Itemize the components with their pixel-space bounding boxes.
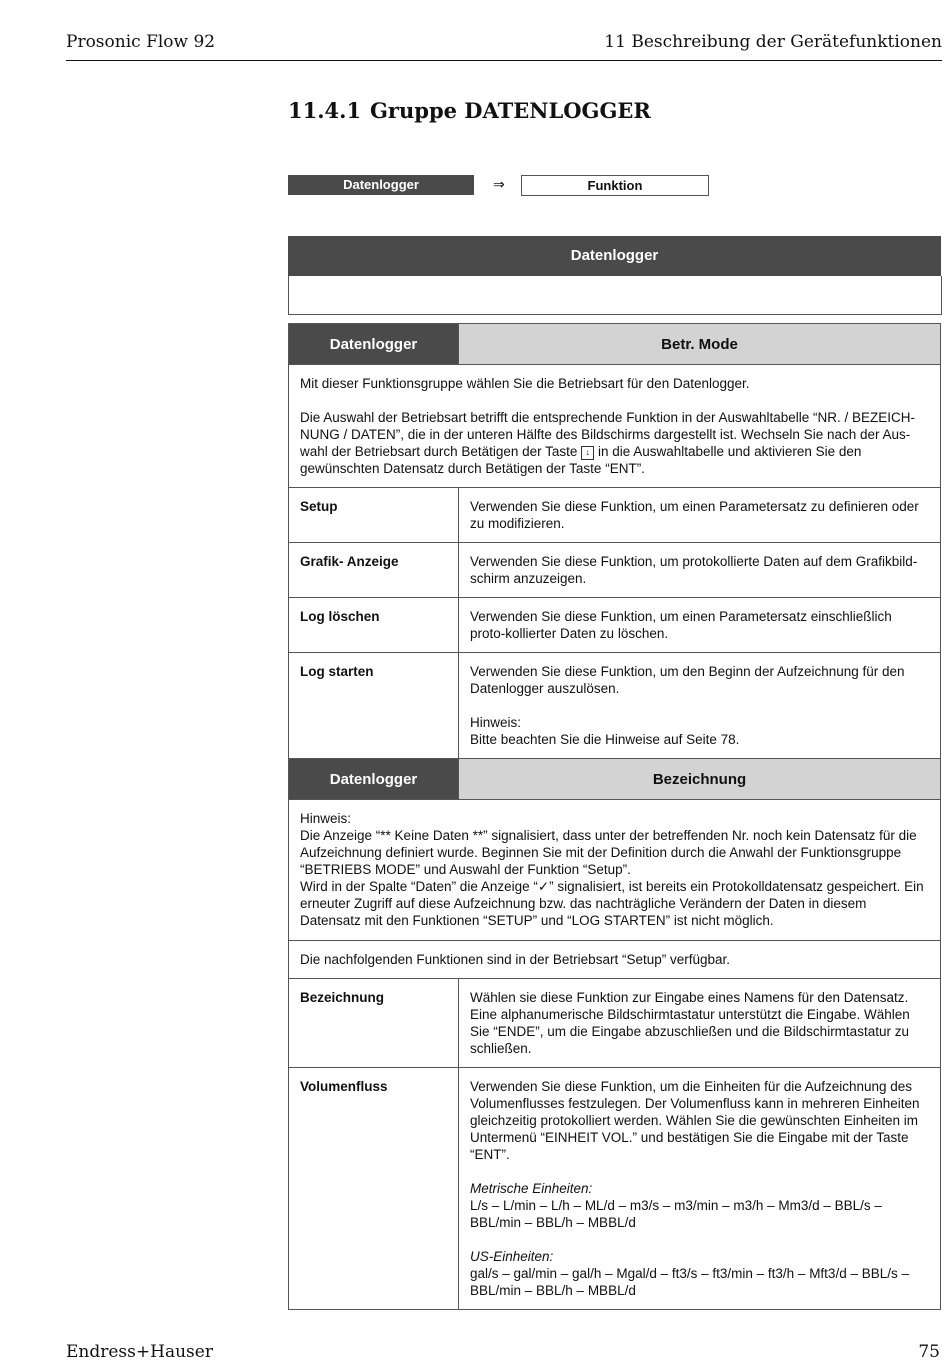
function-name-cell: Betr. Mode [459, 324, 941, 365]
group-empty-cell [288, 276, 942, 315]
option-description: Verwenden Sie diese Funktion, um den Beginn der Aufzeichnung für den Datenlogger auszulösen. Hinweis: Bitte beachten Sie die Hinweise auf Seite 78. [459, 653, 941, 759]
note-text: Bitte beachten Sie die Hinweise auf Seite 78. [470, 732, 740, 747]
us-units-list: gal/s – gal/min – gal/h – Mgal/d – ft3/s – ft3/min – ft3/h – Mft3/d – BBL/s – BBL/min – BBL/h – MBBL/d [470, 1266, 909, 1298]
header-chapter: 11 Beschreibung der Gerätefunktionen [604, 32, 942, 52]
function-table-betr-mode [288, 323, 941, 759]
option-label: Log starten [289, 653, 459, 759]
function-group-cell: Datenlogger [289, 324, 459, 365]
function-group-cell: Datenlogger [289, 759, 459, 800]
section-title [288, 98, 651, 123]
function-table-bezeichnung [288, 758, 941, 1310]
option-label: Bezeichnung [289, 979, 459, 1068]
note-no-data: Die Anzeige “** Keine Daten **” signalisiert, dass unter der betreffenden Nr. noch kein Datensatz für die Aufzeichnung definiert wurde. Beginnen Sie mit der Definition durch die Anwahl der Funktionsgruppe “BETRIEBS MODE” und Auswahl der Funktion “Setup”. [300, 828, 917, 877]
option-description: Verwenden Sie diese Funktion, um einen Parametersatz zu definieren oder zu modifizieren. [459, 488, 941, 543]
arrow-down-key-icon: ↓ [581, 446, 594, 460]
header-rule [66, 60, 942, 61]
nav-arrow: ⇒ [493, 176, 505, 192]
description-selection: Die Auswahl der Betriebsart betrifft die entsprechende Funktion in der Auswahltabelle “NR. / BEZEICH-NUNG / DATEN”, die in der unteren Hälfte des Bildschirms dargestellt ist. Wechseln Sie nach der Aus-wahl der Betriebsart durch Betätigen der Taste ↓ in die Auswahltabelle und aktivieren Sie den gewünschten Datensatz durch Betätigen der Taste “ENT”. [300, 410, 916, 476]
us-units-title: US-Einheiten: [470, 1249, 554, 1264]
nav-group-box: Datenlogger [288, 175, 474, 195]
option-label: Log löschen [289, 598, 459, 653]
section-number: 11.4.1 [288, 98, 362, 123]
option-description: Verwenden Sie diese Funktion, um einen Parametersatz einschließlich proto-kollierter Daten zu löschen. [459, 598, 941, 653]
group-header: Datenlogger [288, 236, 941, 276]
option-label: Grafik- Anzeige [289, 543, 459, 598]
note-checkmark: Wird in der Spalte “Daten” die Anzeige “✓” signalisiert, ist bereits ein Protokolldatensatz gespeichert. Ein erneuter Zugriff auf diese Aufzeichnung bzw. das nachträgliche Verändern der Daten in diesem Datensatz mit den Funktionen “SETUP” und “LOG STARTEN” ist nicht möglich. [300, 879, 924, 928]
function-name-cell: Bezeichnung [459, 759, 941, 800]
description-intro: Mit dieser Funktionsgruppe wählen Sie die Betriebsart für den Datenlogger. [300, 376, 750, 391]
section-name: Gruppe DATENLOGGER [370, 98, 651, 123]
footer-company: Endress+Hauser [66, 1342, 213, 1362]
function-description [289, 365, 941, 488]
option-label: Setup [289, 488, 459, 543]
nav-function-box: Funktion [521, 175, 709, 196]
note-title: Hinweis: [300, 811, 352, 826]
metric-units-list: L/s – L/min – L/h – ML/d – m3/s – m3/min – m3/h – Mm3/d – BBL/s – BBL/min – BBL/h – MBBL/d [470, 1198, 882, 1230]
metric-units-title: Metrische Einheiten: [470, 1181, 593, 1196]
page-number: 75 [918, 1342, 940, 1362]
note-title: Hinweis: [470, 715, 522, 730]
function-note [289, 800, 941, 941]
option-description: Wählen sie diese Funktion zur Eingabe eines Namens für den Datensatz. Eine alphanumerische Bildschirmtastatur unterstützt die Eingabe. Wählen Sie “ENDE”, um die Eingabe abzuschließen und die Bildschirmtastatur zu schließen. [459, 979, 941, 1068]
option-label: Volumenfluss [289, 1068, 459, 1310]
option-description: Verwenden Sie diese Funktion, um protokollierte Daten auf dem Grafikbild-schirm anzuzeigen. [459, 543, 941, 598]
header-product: Prosonic Flow 92 [66, 32, 216, 52]
option-description: Verwenden Sie diese Funktion, um die Einheiten für die Aufzeichnung des Volumenflusses festzulegen. Der Volumenfluss kann in mehreren Einheiten gleichzeitig protokolliert werden. Wählen Sie die gewünschten Einheiten im Untermenü “EINHEIT VOL.” und bestätigen Sie die Eingabe mit der Taste “ENT”. Metrische Einheiten: L/s – L/min – L/h – ML/d – m3/s – m3/min – m3/h – Mm3/d – BBL/s – BBL/min – BBL/h – MBBL/d US-Einheiten: gal/s – gal/min – gal/h – Mgal/d – ft3/s – ft3/min – ft3/h – Mft3/d – BBL/s – BBL/min – BBL/h – MBBL/d [459, 1068, 941, 1310]
available-functions-text: Die nachfolgenden Funktionen sind in der Betriebsart “Setup” verfügbar. [289, 941, 941, 979]
